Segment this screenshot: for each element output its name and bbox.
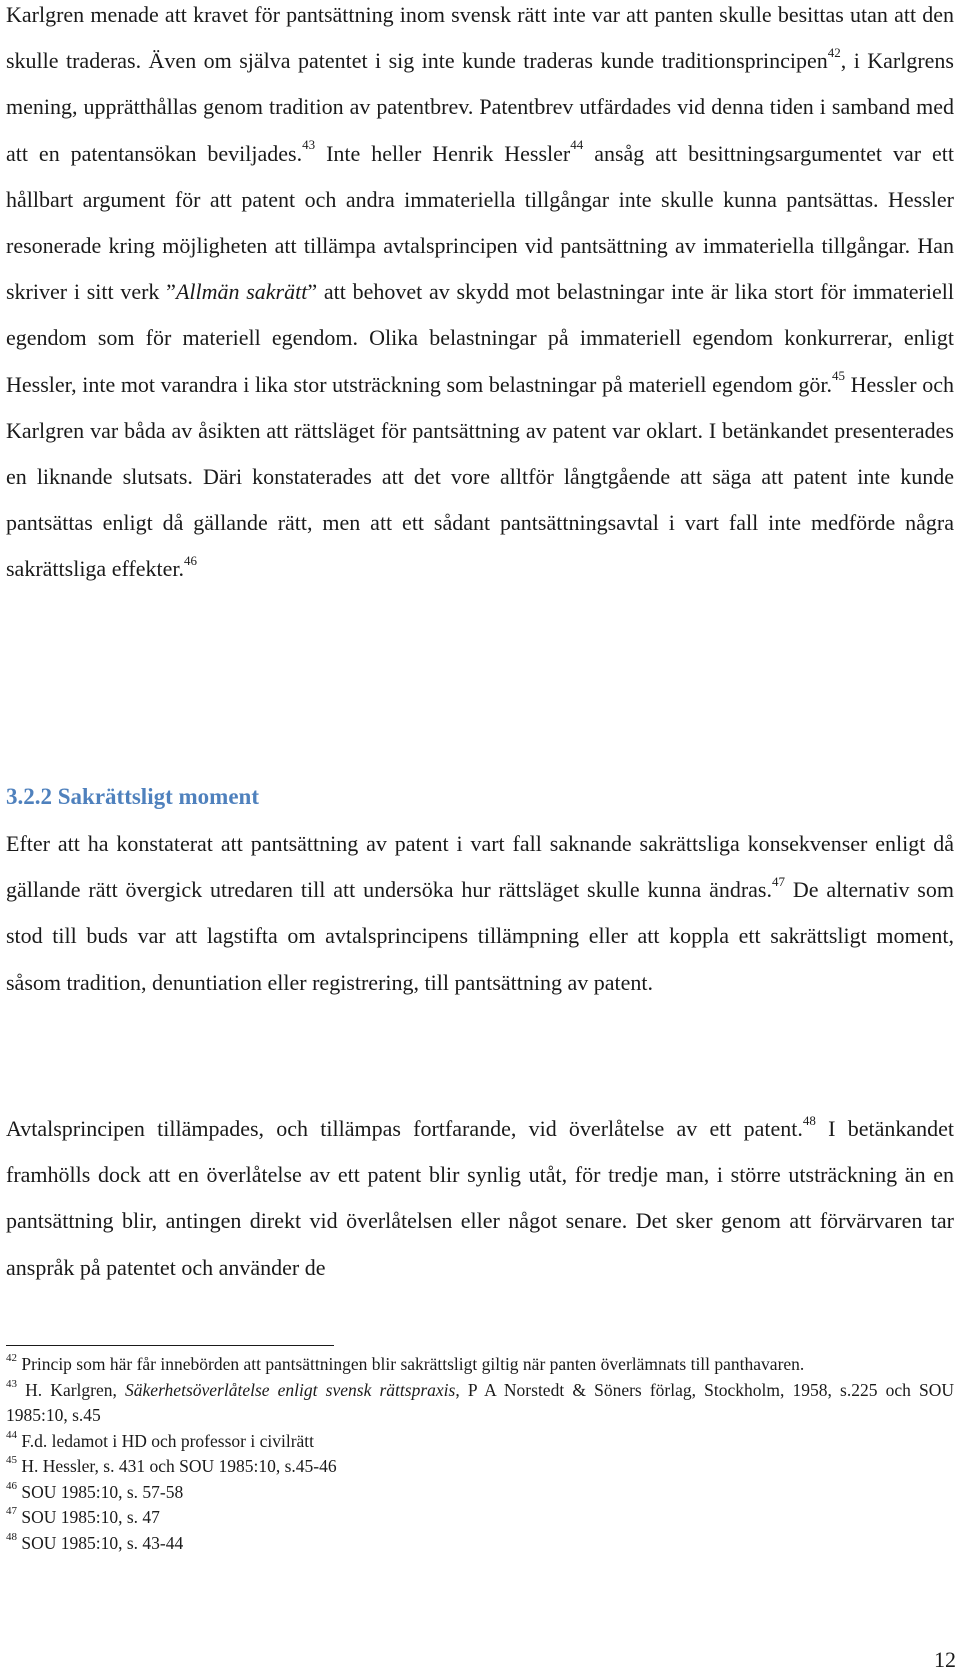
footnote-number: 48 [6, 1530, 17, 1543]
paragraph-text: ” att behovet av skydd mot belastningar inte är lika stort för immateriell egendom som för materiell egendom. Olika belastningar på immateriell egendom konkurrerar, enligt Hessler, inte mot varandra i lika stor utsträckning som belastningar på materiell egendom gör. [6, 279, 954, 397]
paragraph-text: I betänkandet framhölls dock att en överlåtelse av ett patent blir synlig utåt, för tredje man, i större utsträckning än en pantsättning blir, antingen direkt vid överlåtelsen eller något senare. Det sker genom att förvärvaren tar anspråk på patentet och använder de [6, 1116, 954, 1280]
footnote [6, 1454, 954, 1480]
footnote-number: 47 [6, 1505, 17, 1518]
section-heading: 3.2.2 Sakrättsligt moment [6, 784, 259, 809]
paragraph-text: Inte heller Henrik Hessler [315, 140, 571, 166]
body-paragraph-1 [6, 0, 954, 593]
body-paragraph-2 [6, 821, 954, 1006]
footnote-text: H. Hessler, s. 431 och SOU 1985:10, s.45-46 [21, 1456, 337, 1476]
paragraph-text: Hessler och Karlgren var båda av åsikten att rättsläget för pantsättning av patent var oklart. I betänkandet presenterades en liknande slutsats. Däri konstaterades att det vore alltför långtgående att säga att patent inte kunde pantsättas enligt då gällande rätt, men att ett sådant pantsättningsavtal i vart fall inte medförde några sakrättsliga effekter. [6, 371, 954, 582]
footnote-text: F.d. ledamot i HD och professor i civilrätt [21, 1430, 315, 1451]
paragraph-text: Avtalsprincipen tillämpades, och tillämpas fortfarande, vid överlåtelse av ett patent. [6, 1116, 803, 1141]
footnote-number: 44 [6, 1428, 17, 1441]
footnote-text: , P A Norstedt & Söners förlag, Stockholm, 1958, s.225 och SOU 1985:10, s.45 [6, 1379, 955, 1425]
footnote-text: SOU 1985:10, s. 43-44 [21, 1532, 184, 1553]
paragraph-text: ansåg att besittningsargumentet var ett hållbart argument för att patent och andra immateriella tillgångar inte skulle kunna pantsättas. Hessler resonerade kring möjligheten att tillämpa avtalsprincipen vid pantsättning av immateriella tillgångar. Han skriver i sitt verk ” [6, 140, 955, 305]
page-number: 12 [934, 1647, 956, 1672]
footnote-text: SOU 1985:10, s. 57-58 [21, 1481, 184, 1502]
footnote-ref-47[interactable]: 47 [772, 873, 785, 889]
footnotes [6, 1352, 954, 1556]
footnote [6, 1352, 954, 1378]
body-paragraph-3 [6, 1106, 954, 1291]
paragraph-text: De alternativ som stod till buds var att lagstifta om avtalsprincipens tillämpning eller att koppla ett sakrättsligt moment, såsom tradition, denuntiation eller registrering, till pantsättning av patent. [6, 877, 954, 995]
footnote [6, 1429, 954, 1455]
footnote-separator [6, 1345, 334, 1346]
footnote-number: 46 [6, 1479, 17, 1492]
footnote-ref-45[interactable]: 45 [832, 368, 846, 384]
book-title: Allmän sakrätt [175, 279, 308, 305]
footnote-text: Princip som här får innebörden att pantsättningen blir sakrättsligt giltig när panten överlämnats till panthavaren. [21, 1354, 805, 1374]
footnote-text: H. Karlgren, [25, 1379, 126, 1400]
footnote-text: SOU 1985:10, s. 47 [21, 1507, 160, 1527]
footnote-book-title: Säkerhetsöverlåtelse enligt svensk rättspraxis [125, 1379, 456, 1400]
footnote-ref-46[interactable]: 46 [183, 553, 197, 569]
footnote-ref-42[interactable]: 42 [827, 44, 841, 60]
footnote-number: 45 [6, 1454, 17, 1467]
paragraph-text: Karlgren menade att kravet för pantsättning inom svensk rätt inte var att panten skulle besittas utan att den skulle traderas. Även om själva patentet i sig inte kunde traderas kunde traditionsprincipen [6, 2, 954, 74]
footnote [6, 1378, 954, 1429]
footnote-number: 42 [6, 1352, 17, 1365]
paragraph-text: , i Karlgrens mening, upprätthållas genom tradition av patentbrev. Patentbrev utfärdades vid denna tiden i samband med att en patentansökan beviljades. [6, 48, 954, 166]
footnote-ref-43[interactable]: 43 [302, 137, 316, 153]
footnote [6, 1505, 954, 1531]
footnote [6, 1480, 954, 1506]
footnote-ref-48[interactable]: 48 [802, 1112, 816, 1128]
footnote-ref-44[interactable]: 44 [570, 137, 584, 153]
paragraph-text: Efter att ha konstaterat att pantsättning av patent i vart fall saknande sakrättsliga konsekvenser enligt då gällande rätt övergick utredaren till att undersöka hur rättsläget skulle kunna ändras. [6, 831, 954, 903]
footnote-number: 43 [6, 1377, 17, 1390]
footnote [6, 1531, 954, 1557]
